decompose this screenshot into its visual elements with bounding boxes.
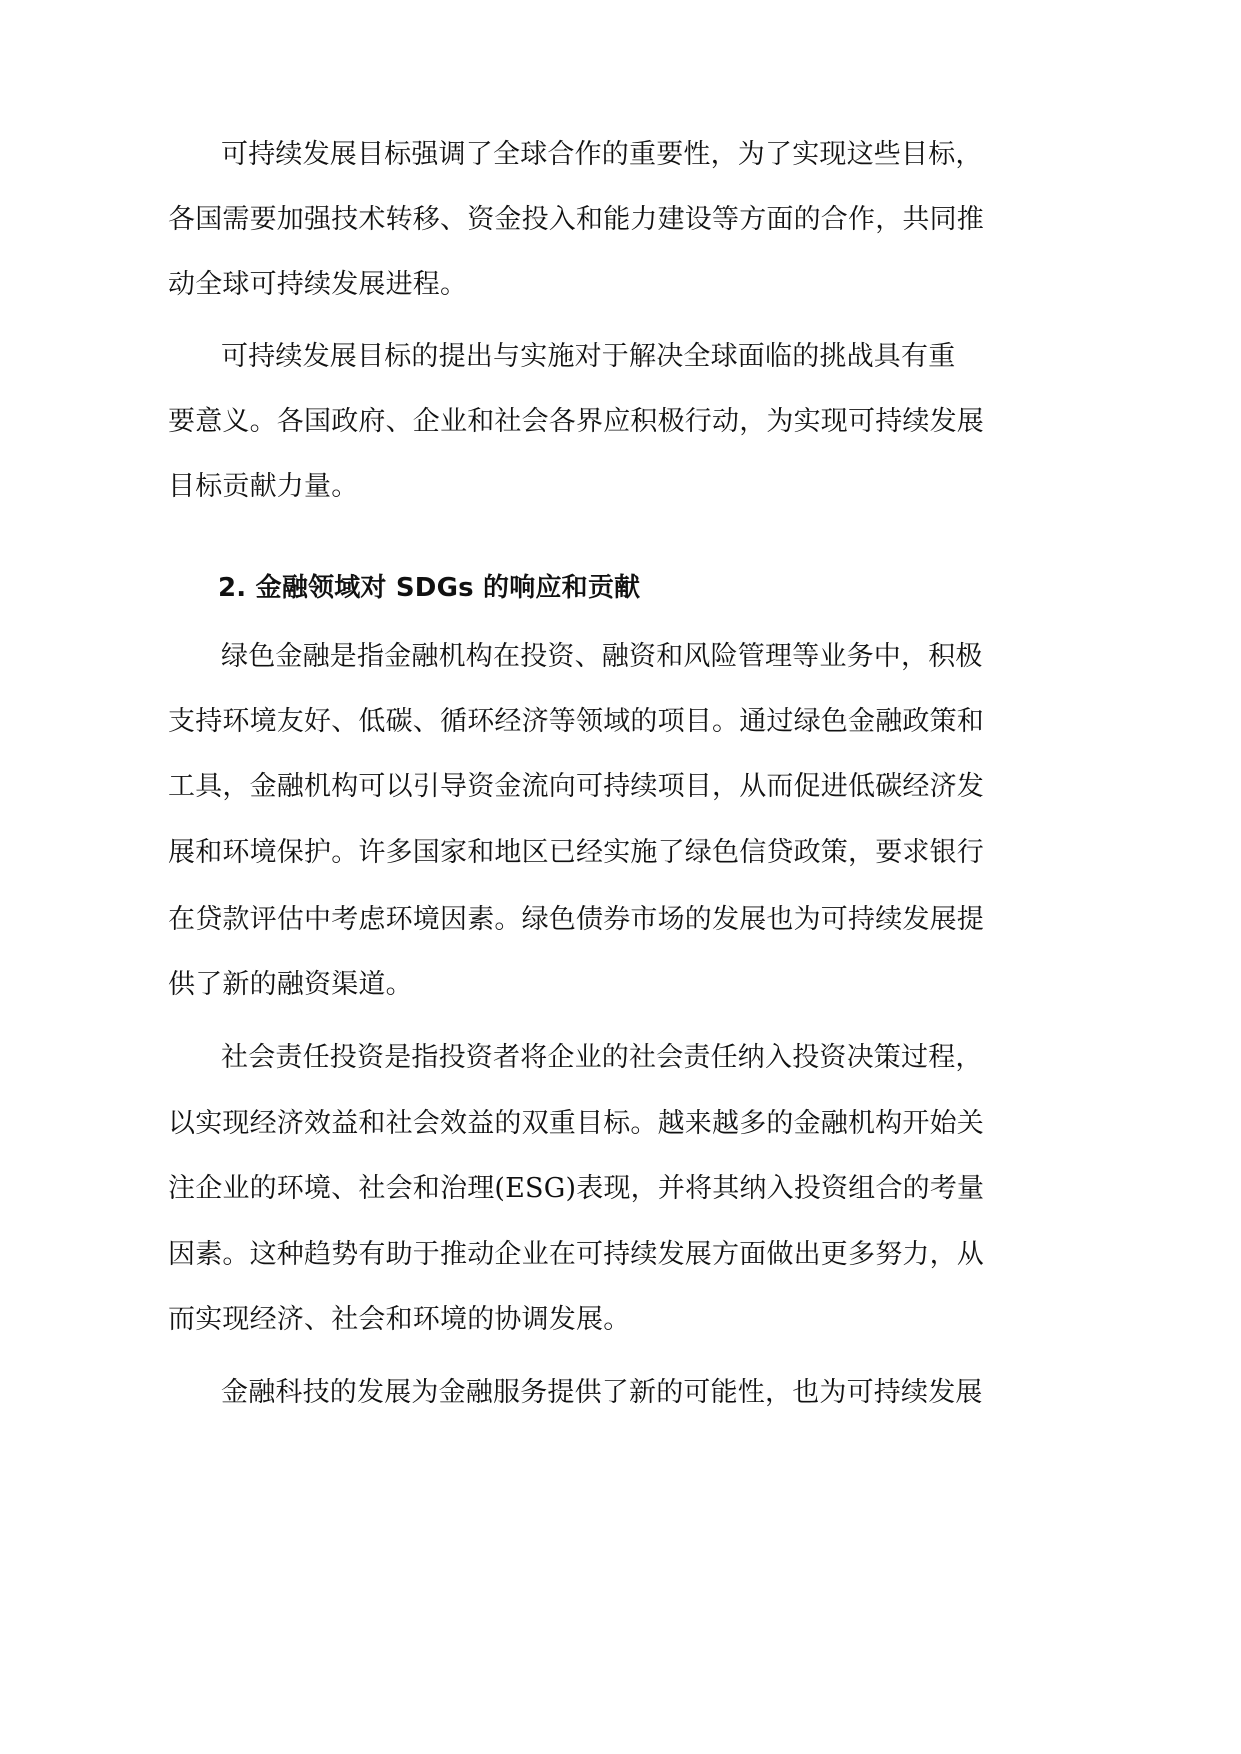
section-heading: 2. 金融领域对 SDGs 的响应和贡献 [218, 573, 641, 603]
text-line: 以实现经济效益和社会效益的双重目标。越来越多的金融机构开始关 [168, 1108, 984, 1139]
text-line: 在贷款评估中考虑环境因素。绿色债券市场的发展也为可持续发展提 [168, 904, 984, 935]
text-line: 目标贡献力量。 [168, 471, 359, 502]
text-line: 金融科技的发展为金融服务提供了新的可能性，也为可持续发展 [221, 1377, 983, 1408]
text-line: 注企业的环境、社会和治理(ESG)表现，并将其纳入投资组合的考量 [168, 1173, 985, 1204]
text-line: 可持续发展目标强调了全球合作的重要性，为了实现这些目标， [221, 139, 983, 170]
text-line: 而实现经济、社会和环境的协调发展。 [168, 1304, 631, 1335]
text-line: 供了新的融资渠道。 [168, 969, 413, 1000]
text-line: 社会责任投资是指投资者将企业的社会责任纳入投资决策过程， [221, 1042, 983, 1073]
text-line: 绿色金融是指金融机构在投资、融资和风险管理等业务中，积极 [221, 641, 983, 672]
text-line: 要意义。各国政府、企业和社会各界应积极行动，为实现可持续发展 [168, 406, 984, 437]
text-line: 因素。这种趋势有助于推动企业在可持续发展方面做出更多努力，从 [168, 1239, 984, 1270]
text-line: 支持环境友好、低碳、循环经济等领域的项目。通过绿色金融政策和 [168, 706, 984, 737]
text-line: 动全球可持续发展进程。 [168, 269, 468, 300]
text-line: 展和环境保护。许多国家和地区已经实施了绿色信贷政策，要求银行 [168, 837, 984, 868]
text-line: 工具，金融机构可以引导资金流向可持续项目，从而促进低碳经济发 [168, 771, 984, 802]
text-line: 可持续发展目标的提出与实施对于解决全球面临的挑战具有重 [221, 341, 956, 372]
text-line: 各国需要加强技术转移、资金投入和能力建设等方面的合作，共同推 [168, 204, 984, 235]
